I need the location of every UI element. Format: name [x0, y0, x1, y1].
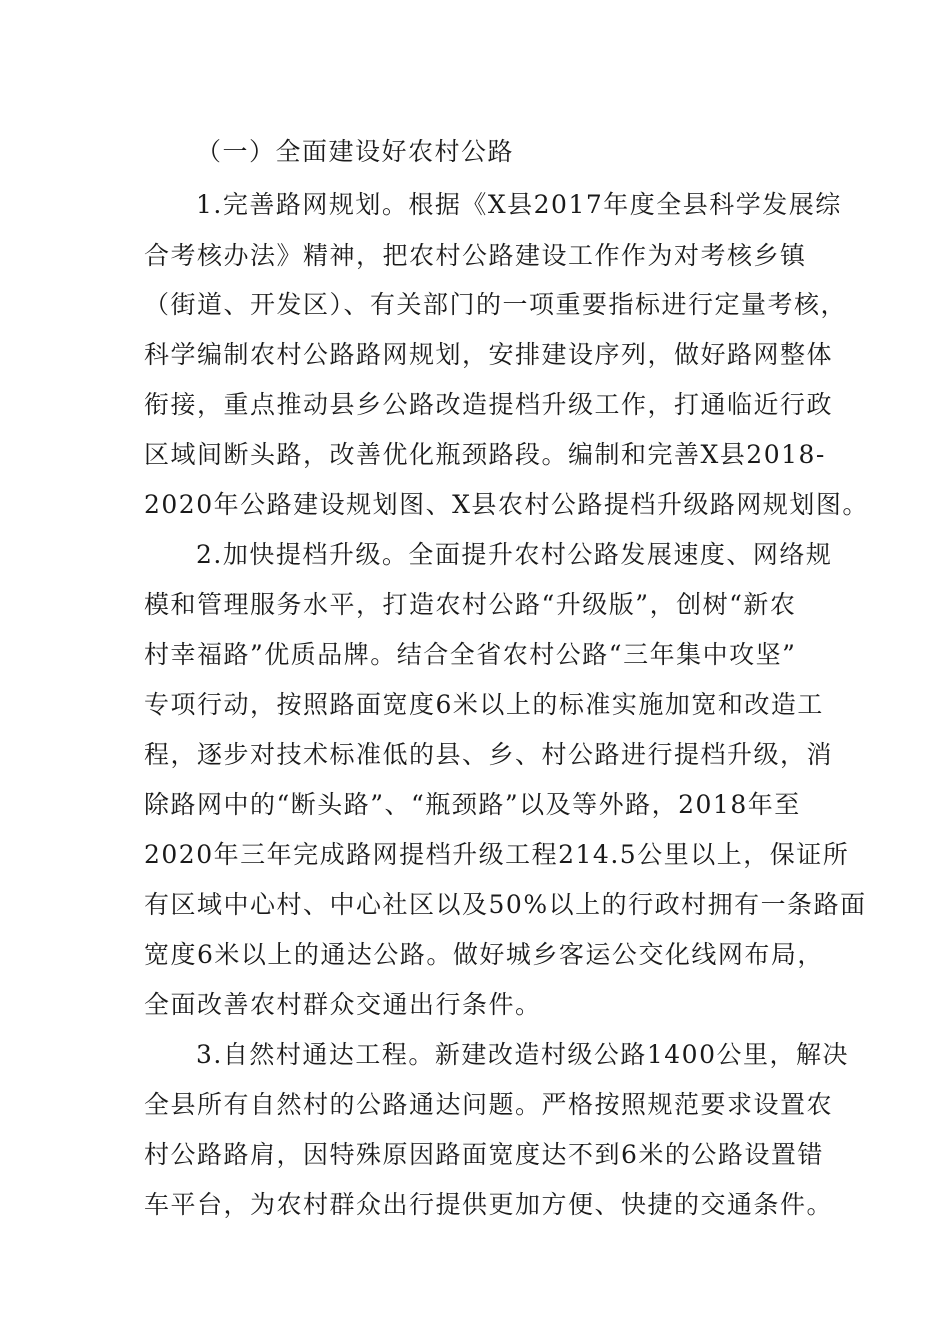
paragraph-2-line-7: 2020年三年完成路网提档升级工程214.5公里以上，保证所 — [144, 840, 850, 869]
paragraph-1-line-7: 2020年公路建设规划图、X县农村公路提档升级路网规划图。 — [144, 490, 869, 519]
paragraph-1-line-6: 区域间断头路，改善优化瓶颈路段。编制和完善X县2018- — [144, 440, 826, 469]
paragraph-1-line-5: 衔接，重点推动县乡公路改造提档升级工作，打通临近行政 — [144, 390, 834, 419]
paragraph-2-line-8: 有区域中心村、中心社区以及50%以上的行政村拥有一条路面 — [144, 890, 867, 919]
paragraph-3-line-4: 车平台，为农村群众出行提供更加方便、快捷的交通条件。 — [144, 1190, 834, 1219]
paragraph-2-line-1: 2.加快提档升级。全面提升农村公路发展速度、网络规 — [196, 540, 833, 569]
paragraph-1-line-4: 科学编制农村公路路网规划，安排建设序列，做好路网整体 — [144, 340, 834, 369]
paragraph-1-line-2: 合考核办法》精神，把农村公路建设工作作为对考核乡镇 — [144, 241, 807, 270]
paragraph-2-line-2: 模和管理服务水平，打造农村公路“升级版”，创树“新农 — [144, 590, 797, 619]
section-heading: （一）全面建设好农村公路 — [196, 137, 515, 166]
paragraph-3-line-3: 村公路路肩，因特殊原因路面宽度达不到6米的公路设置错 — [144, 1140, 824, 1169]
paragraph-2-line-10: 全面改善农村群众交通出行条件。 — [144, 990, 542, 1019]
paragraph-3-line-1: 3.自然村通达工程。新建改造村级公路1400公里，解决 — [196, 1040, 849, 1069]
paragraph-1-line-3: （街道、开发区）、有关部门的一项重要指标进行定量考核， — [144, 290, 848, 319]
paragraph-2-line-4: 专项行动，按照路面宽度6米以上的标准实施加宽和改造工 — [144, 690, 824, 719]
paragraph-3-line-2: 全县所有自然村的公路通达问题。严格按照规范要求设置农 — [144, 1090, 834, 1119]
paragraph-1-line-1: 1.完善路网规划。根据《X县2017年度全县科学发展综 — [196, 190, 842, 219]
paragraph-2-line-9: 宽度6米以上的通达公路。做好城乡客运公交化线网布局， — [144, 940, 824, 969]
paragraph-2-line-5: 程，逐步对技术标准低的县、乡、村公路进行提档升级，消 — [144, 740, 834, 769]
paragraph-2-line-6: 除路网中的“断头路”、“瓶颈路”以及等外路，2018年至 — [144, 790, 801, 819]
paragraph-2-line-3: 村幸福路”优质品牌。结合全省农村公路“三年集中攻坚” — [144, 640, 797, 669]
